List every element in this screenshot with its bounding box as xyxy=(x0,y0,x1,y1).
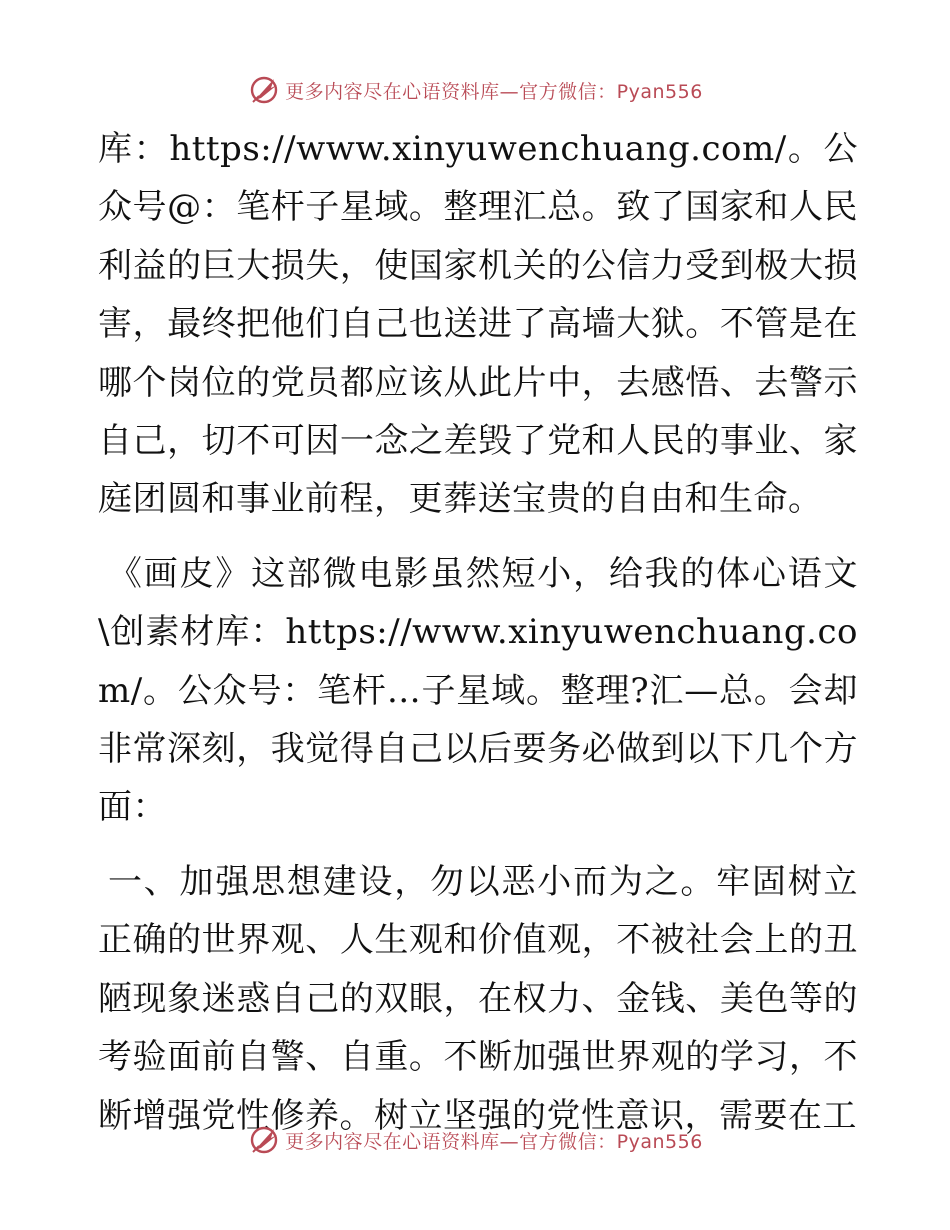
header-banner xyxy=(0,70,950,110)
paragraph-1: 库：https://www.xinyuwenchuang.com/。公众号@：笔杆子星域。整理汇总。致了国家和人民利益的巨大损失，使国家机关的公信力受到极大损害，最终把他们自己也送进了高墙大狱。不管是在哪个岗位的党员都应该从此片中，去感悟、去警示自己，切不可因一念之差毁了党和人民的事业、家庭团圆和事业前程，更葬送宝贵的自由和生命。 xyxy=(98,129,858,520)
document-body xyxy=(98,120,858,1145)
paragraph-2: 《画皮》这部微电影虽然短小，给我的体心语文\创素材库：https://www.xinyuwenchuang.com/。公众号：笔杆…子星域。整理?汇—总。会却非常深刻，我觉得自己以后要务必做到以下几个方面： xyxy=(98,553,858,828)
footer-banner-text: 更多内容尽在心语资料库—官方微信：Pyan556 xyxy=(285,1130,703,1153)
footer-banner xyxy=(0,1120,950,1160)
paragraph-3: 一、加强思想建设，勿以恶小而为之。牢固树立正确的世界观、人生观和价值观，不被社会上的丑陋现象迷惑自己的双眼，在权力、金钱、美色等的考验面前自警、自重。不断加强世界观的学习，不断增强党性修养。树立坚强的党性意识，需要在工 xyxy=(98,861,858,1136)
quill-logo-icon xyxy=(247,73,281,107)
header-banner-text: 更多内容尽在心语资料库—官方微信：Pyan556 xyxy=(285,80,703,103)
quill-logo-icon xyxy=(247,1123,281,1157)
